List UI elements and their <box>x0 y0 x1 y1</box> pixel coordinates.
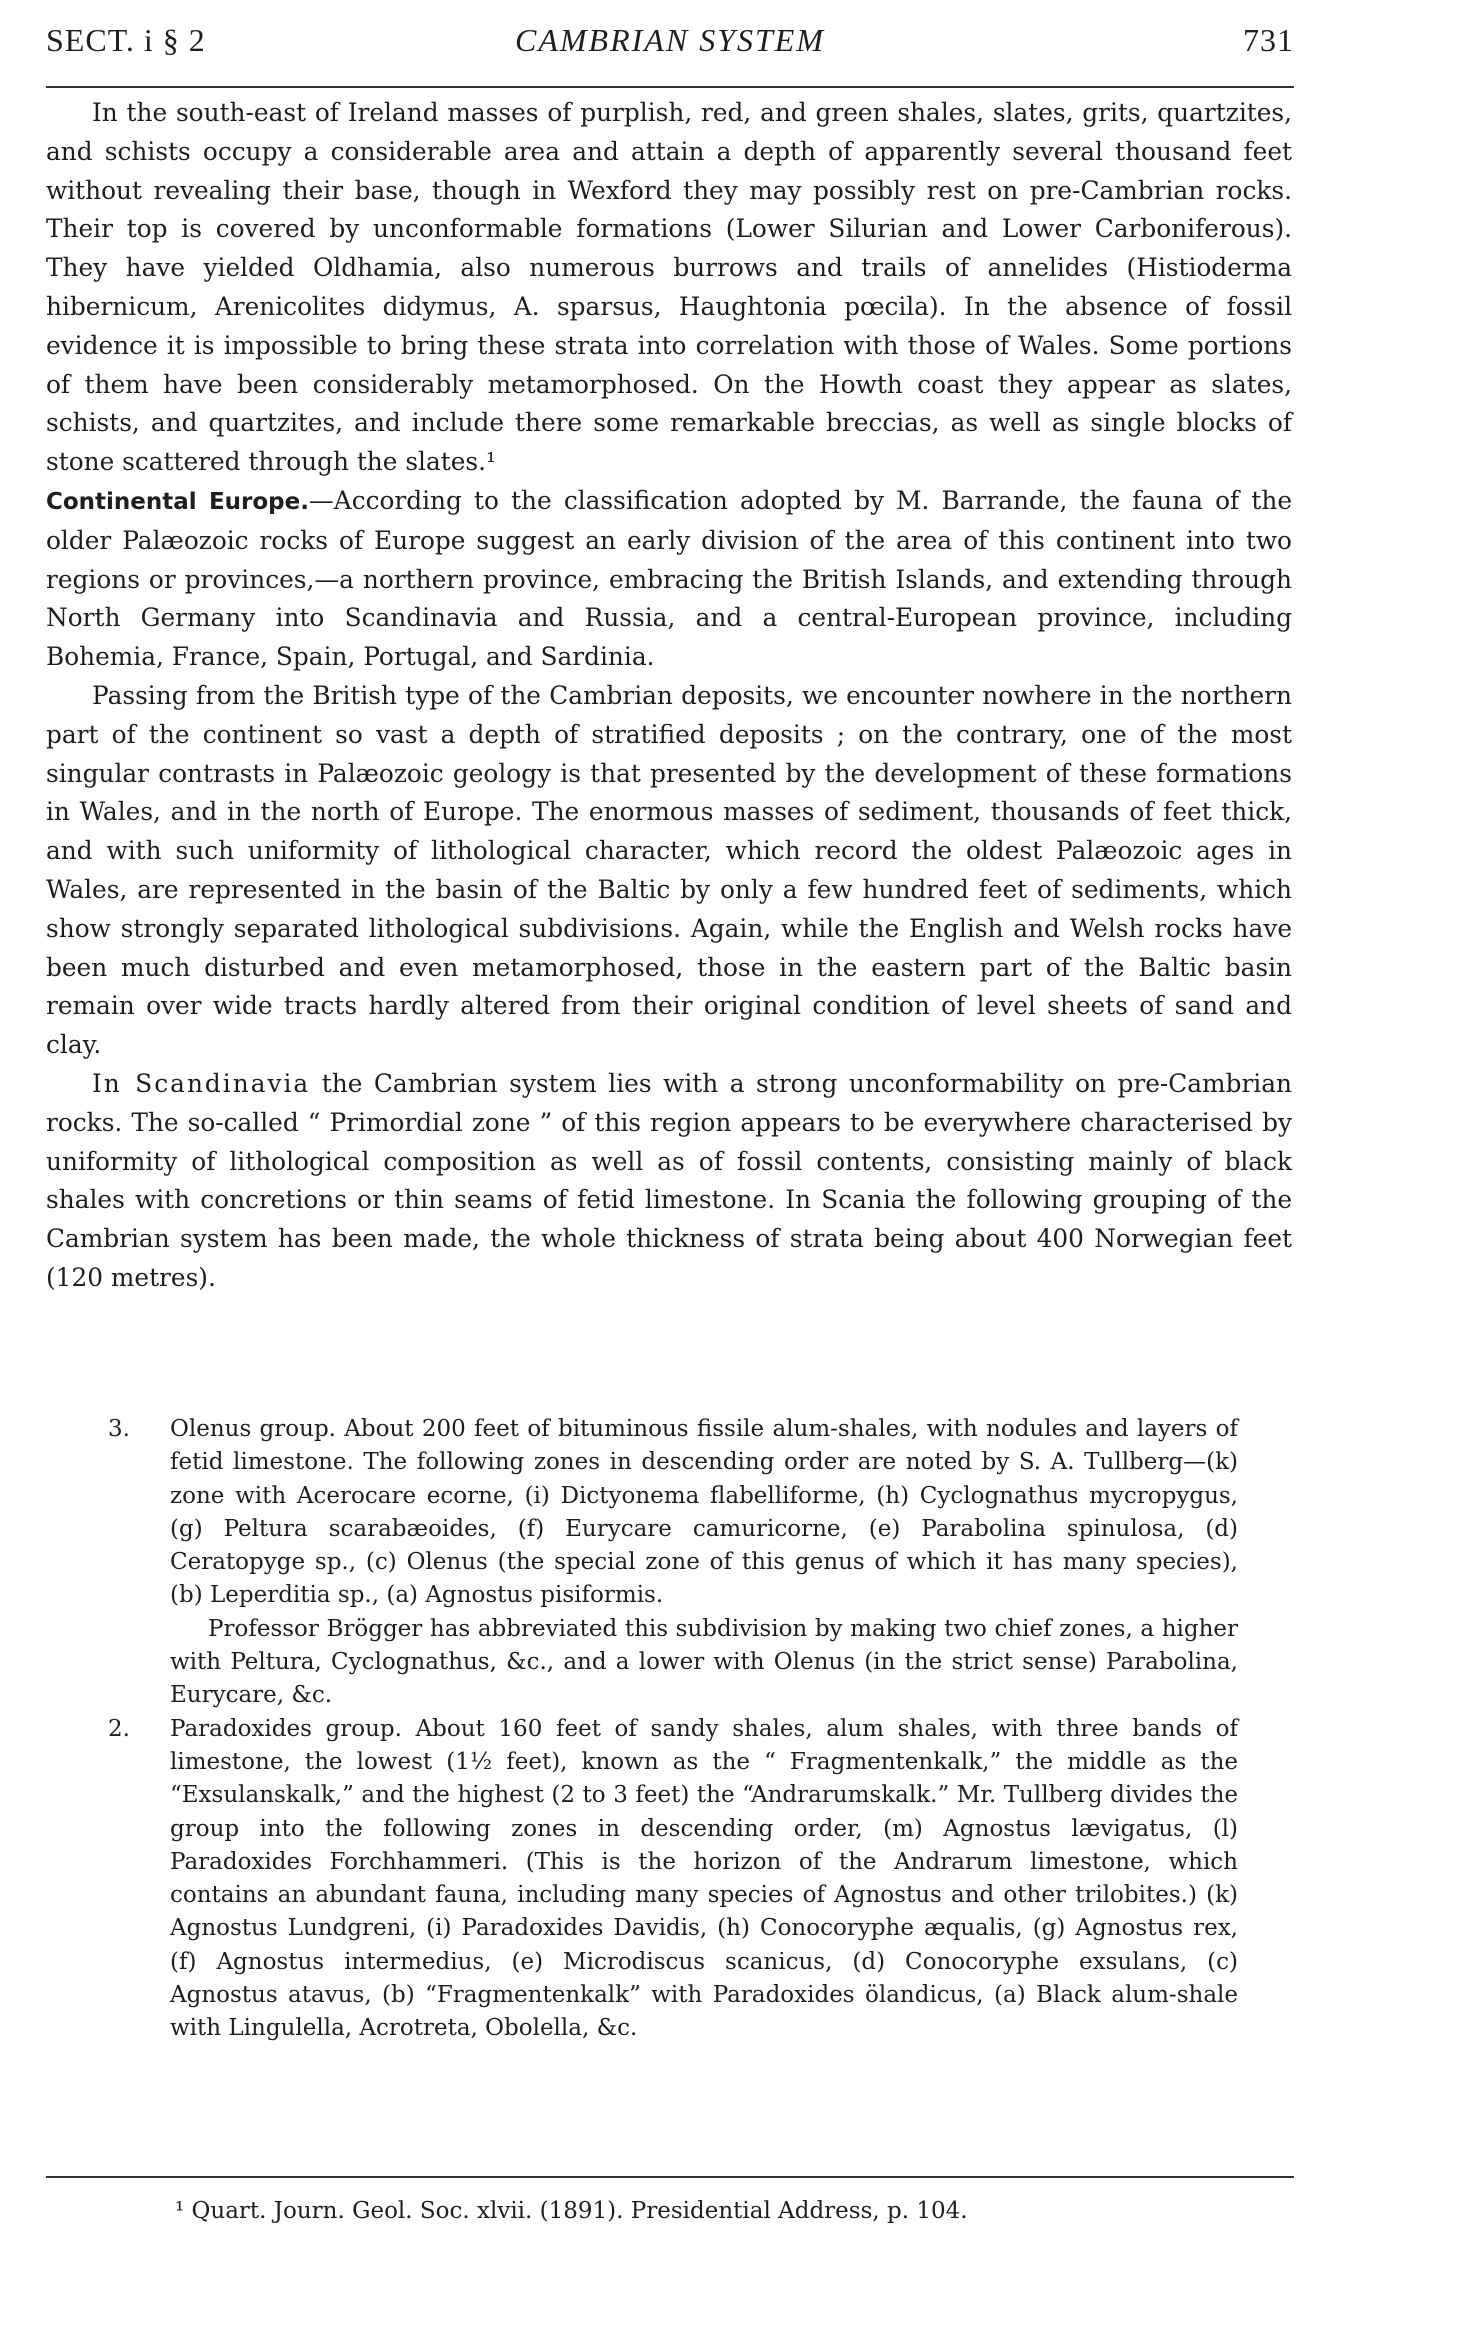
paragraph-lead: In Scandinavia <box>92 1068 311 1098</box>
item-number: 3. <box>108 1416 130 1442</box>
paragraph-scandinavia-text: the Cambrian system lies with a strong unconformability on pre-Cambrian rocks. The so-called “ Primordial zone ” of this region appears to be everywhere characterised by uniformity of lithological composition as well as of fossil contents, consisting mainly of black shales with concretions or thin seams of fetid limestone. In Scania the following grouping of the Cambrian system has been made, the whole thickness of strata being about 400 Norwegian feet (120 metres). <box>46 1068 1292 1292</box>
item-text: Paradoxides group. About 160 feet of sandy shales, alum shales, with three bands of limestone, the lowest (1½ feet), known as the “ Fragmentenkalk,” the middle as the “Exsulanskalk,” and the highest (2 to 3 feet) the “Andrarumskalk.” Mr. Tullberg divides the group into the following zones in descending order, (m) Agnostus lævigatus, (l) Paradoxides Forchhammeri. (This is the horizon of the Andrarum limestone, which contains an abundant fauna, including many species of Agnostus and other trilobites.) (k) Agnostus Lundgreni, (i) Paradoxides Davidis, (h) Conocoryphe æqualis, (g) Agnostus rex, (f) Agnostus intermedius, (e) Microdiscus scanicus, (d) Conocoryphe exsulans, (c) Agnostus atavus, (b) “Fragmentenkalk” with Paradoxides ölandicus, (a) Black alum-shale with Lingulella, Acrotreta, Obolella, &c. <box>170 1715 1238 2042</box>
paragraph-ireland: In the south-east of Ireland masses of purplish, red, and green shales, slates, grits, quartzites, and schists occupy a considerable area and attain a depth of apparently several thousand feet without revealing their base, though in Wexford they may possibly rest on pre-Cambrian rocks. Their top is covered by unconformable formations (Lower Silurian and Lower Carboniferous). They have yielded Oldhamia, also numerous burrows and trails of annelides (Histioderma hibernicum, Arenicolites didymus, A. sparsus, Haughtonia pœcila). In the absence of fossil evidence it is impossible to bring these strata into correlation with those of Wales. Some portions of them have been considerably metamorphosed. On the Howth coast they appear as slates, schists, and quartzites, and include there some remarkable breccias, as well as single blocks of stone scattered through the slates.¹ <box>46 98 1292 477</box>
main-text <box>46 94 1292 1298</box>
paragraph-continental <box>46 482 1292 677</box>
running-header <box>46 22 1294 82</box>
footnote: ¹ Quart. Journ. Geol. Soc. xlvii. (1891). Presidential Address, p. 104. <box>175 2198 968 2224</box>
cambrian-groups-list <box>108 1413 1238 2046</box>
item-text: Olenus group. About 200 feet of bituminous fissile alum-shales, with nodules and layers of fetid limestone. The following zones in descending order are noted by S. A. Tullberg—(k) zone with Acerocare ecorne, (i) Dictyonema flabelliforme, (h) Cyclognathus mycropygus, (g) Peltura scarabæoides, (f) Eurycare camuricorne, (e) Parabolina spinulosa, (d) Ceratopyge sp., (c) Olenus (the special zone of this genus of which it has many species), (b) Leperditia sp., (a) Agnostus pisiformis. <box>170 1416 1238 1609</box>
item-subtext: Professor Brögger has abbreviated this subdivision by making two chief zones, a higher with Peltura, Cyclognathus, &c., and a lower with Olenus (in the strict sense) Parabolina, Eurycare, &c. <box>170 1615 1238 1709</box>
item-number: 2. <box>108 1715 130 1742</box>
paragraph-contrast: Passing from the British type of the Cambrian deposits, we encounter nowhere in the northern part of the continent so vast a depth of stratified deposits ; on the contrary, one of the most singular contrasts in Palæozoic geology is that presented by the development of these formations in Wales, and in the north of Europe. The enormous masses of sediment, thousands of feet thick, and with such uniformity of lithological character, which record the oldest Palæozoic ages in Wales, are represented in the basin of the Baltic by only a few hundred feet of sediments, which show strongly separated lithological subdivisions. Again, while the English and Welsh rocks have been much disturbed and even metamorphosed, those in the eastern part of the Baltic basin remain over wide tracts hardly altered from their original condition of level sheets of sand and clay. <box>46 680 1292 1060</box>
footnote-rule <box>46 2176 1294 2178</box>
section-label: SECT. i § 2 <box>46 22 206 58</box>
page-number: 731 <box>1243 22 1294 58</box>
header-rule <box>46 86 1294 88</box>
list-item <box>108 1713 1238 2046</box>
paragraph-scandinavia <box>46 1065 1292 1298</box>
section-heading: Continental Europe. <box>46 488 309 515</box>
paragraph-continental-text: —According to the classification adopted by M. Barrande, the fauna of the older Palæozoic rocks of Europe suggest an early division of the area of this continent into two regions or provinces,—a northern province, embracing the British Islands, and extending through North Germany into Scandinavia and Russia, and a central-European province, including Bohemia, France, Spain, Portugal, and Sardinia. <box>46 485 1292 672</box>
chapter-title: CAMBRIAN SYSTEM <box>515 22 825 58</box>
list-item <box>108 1413 1238 1713</box>
